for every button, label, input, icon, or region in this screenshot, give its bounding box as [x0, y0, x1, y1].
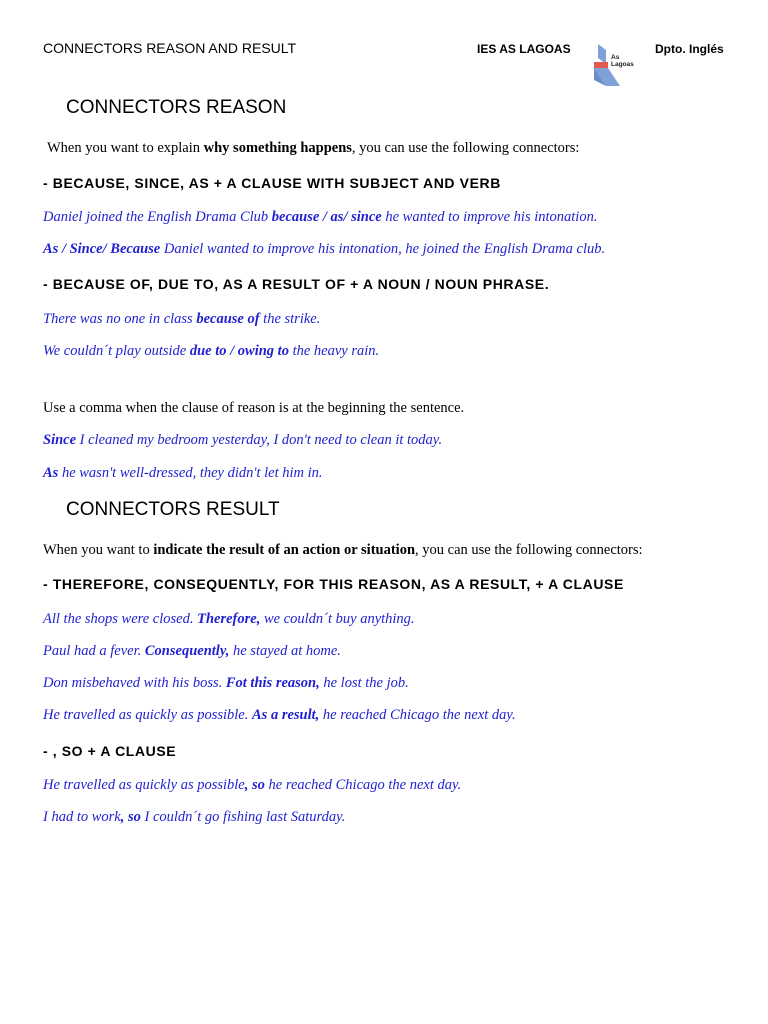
reason-rule-2: - BECAUSE OF, DUE TO, AS A RESULT OF + A NOUN / NOUN PHRASE.: [43, 276, 550, 292]
logo-text-line2: Lagoas: [611, 61, 634, 68]
reason-example-6: As he wasn't well-dressed, they didn't let him in.: [43, 465, 323, 481]
logo-text-line1: As: [611, 54, 620, 61]
reason-section-title: CONNECTORS REASON: [66, 97, 287, 118]
result-example-5: He travelled as quickly as possible, so he reached Chicago the next day.: [43, 777, 462, 793]
reason-example-3: There was no one in class because of the strike.: [43, 311, 321, 327]
result-rule-1: - THEREFORE, CONSEQUENTLY, FOR THIS REASON, AS A RESULT, + A CLAUSE: [43, 576, 624, 592]
document-title: CONNECTORS REASON AND RESULT: [43, 40, 297, 56]
result-example-2: Paul had a fever. Consequently, he stayed at home.: [43, 643, 341, 659]
result-example-4: He travelled as quickly as possible. As a result, he reached Chicago the next day.: [43, 707, 516, 723]
reason-intro: When you want to explain why something happens, you can use the following connectors:: [47, 140, 580, 156]
result-intro: When you want to indicate the result of an action or situation, you can use the following connectors:: [43, 542, 643, 558]
result-example-3: Don misbehaved with his boss. Fot this reason, he lost the job.: [43, 675, 409, 691]
reason-rule-1: - BECAUSE, SINCE, AS + A CLAUSE WITH SUBJECT AND VERB: [43, 175, 501, 191]
reason-example-1: Daniel joined the English Drama Club because / as/ since he wanted to improve his intonation.: [43, 209, 598, 225]
result-section-title: CONNECTORS RESULT: [66, 499, 280, 520]
reason-example-2: As / Since/ Because Daniel wanted to improve his intonation, he joined the English Drama club.: [43, 241, 606, 257]
result-example-1: All the shops were closed. Therefore, we couldn´t buy anything.: [43, 611, 415, 627]
department-name: Dpto. Inglés: [655, 42, 724, 56]
reason-example-5: Since I cleaned my bedroom yesterday, I don't need to clean it today.: [43, 432, 443, 448]
reason-example-4: We couldn´t play outside due to / owing to the heavy rain.: [43, 343, 380, 359]
result-example-6: I had to work, so I couldn´t go fishing last Saturday.: [43, 809, 346, 825]
school-logo: [590, 44, 640, 88]
result-rule-2: - , SO + A CLAUSE: [43, 743, 177, 759]
comma-note: Use a comma when the clause of reason is at the beginning the sentence.: [43, 400, 465, 416]
school-name: IES AS LAGOAS: [477, 42, 571, 56]
